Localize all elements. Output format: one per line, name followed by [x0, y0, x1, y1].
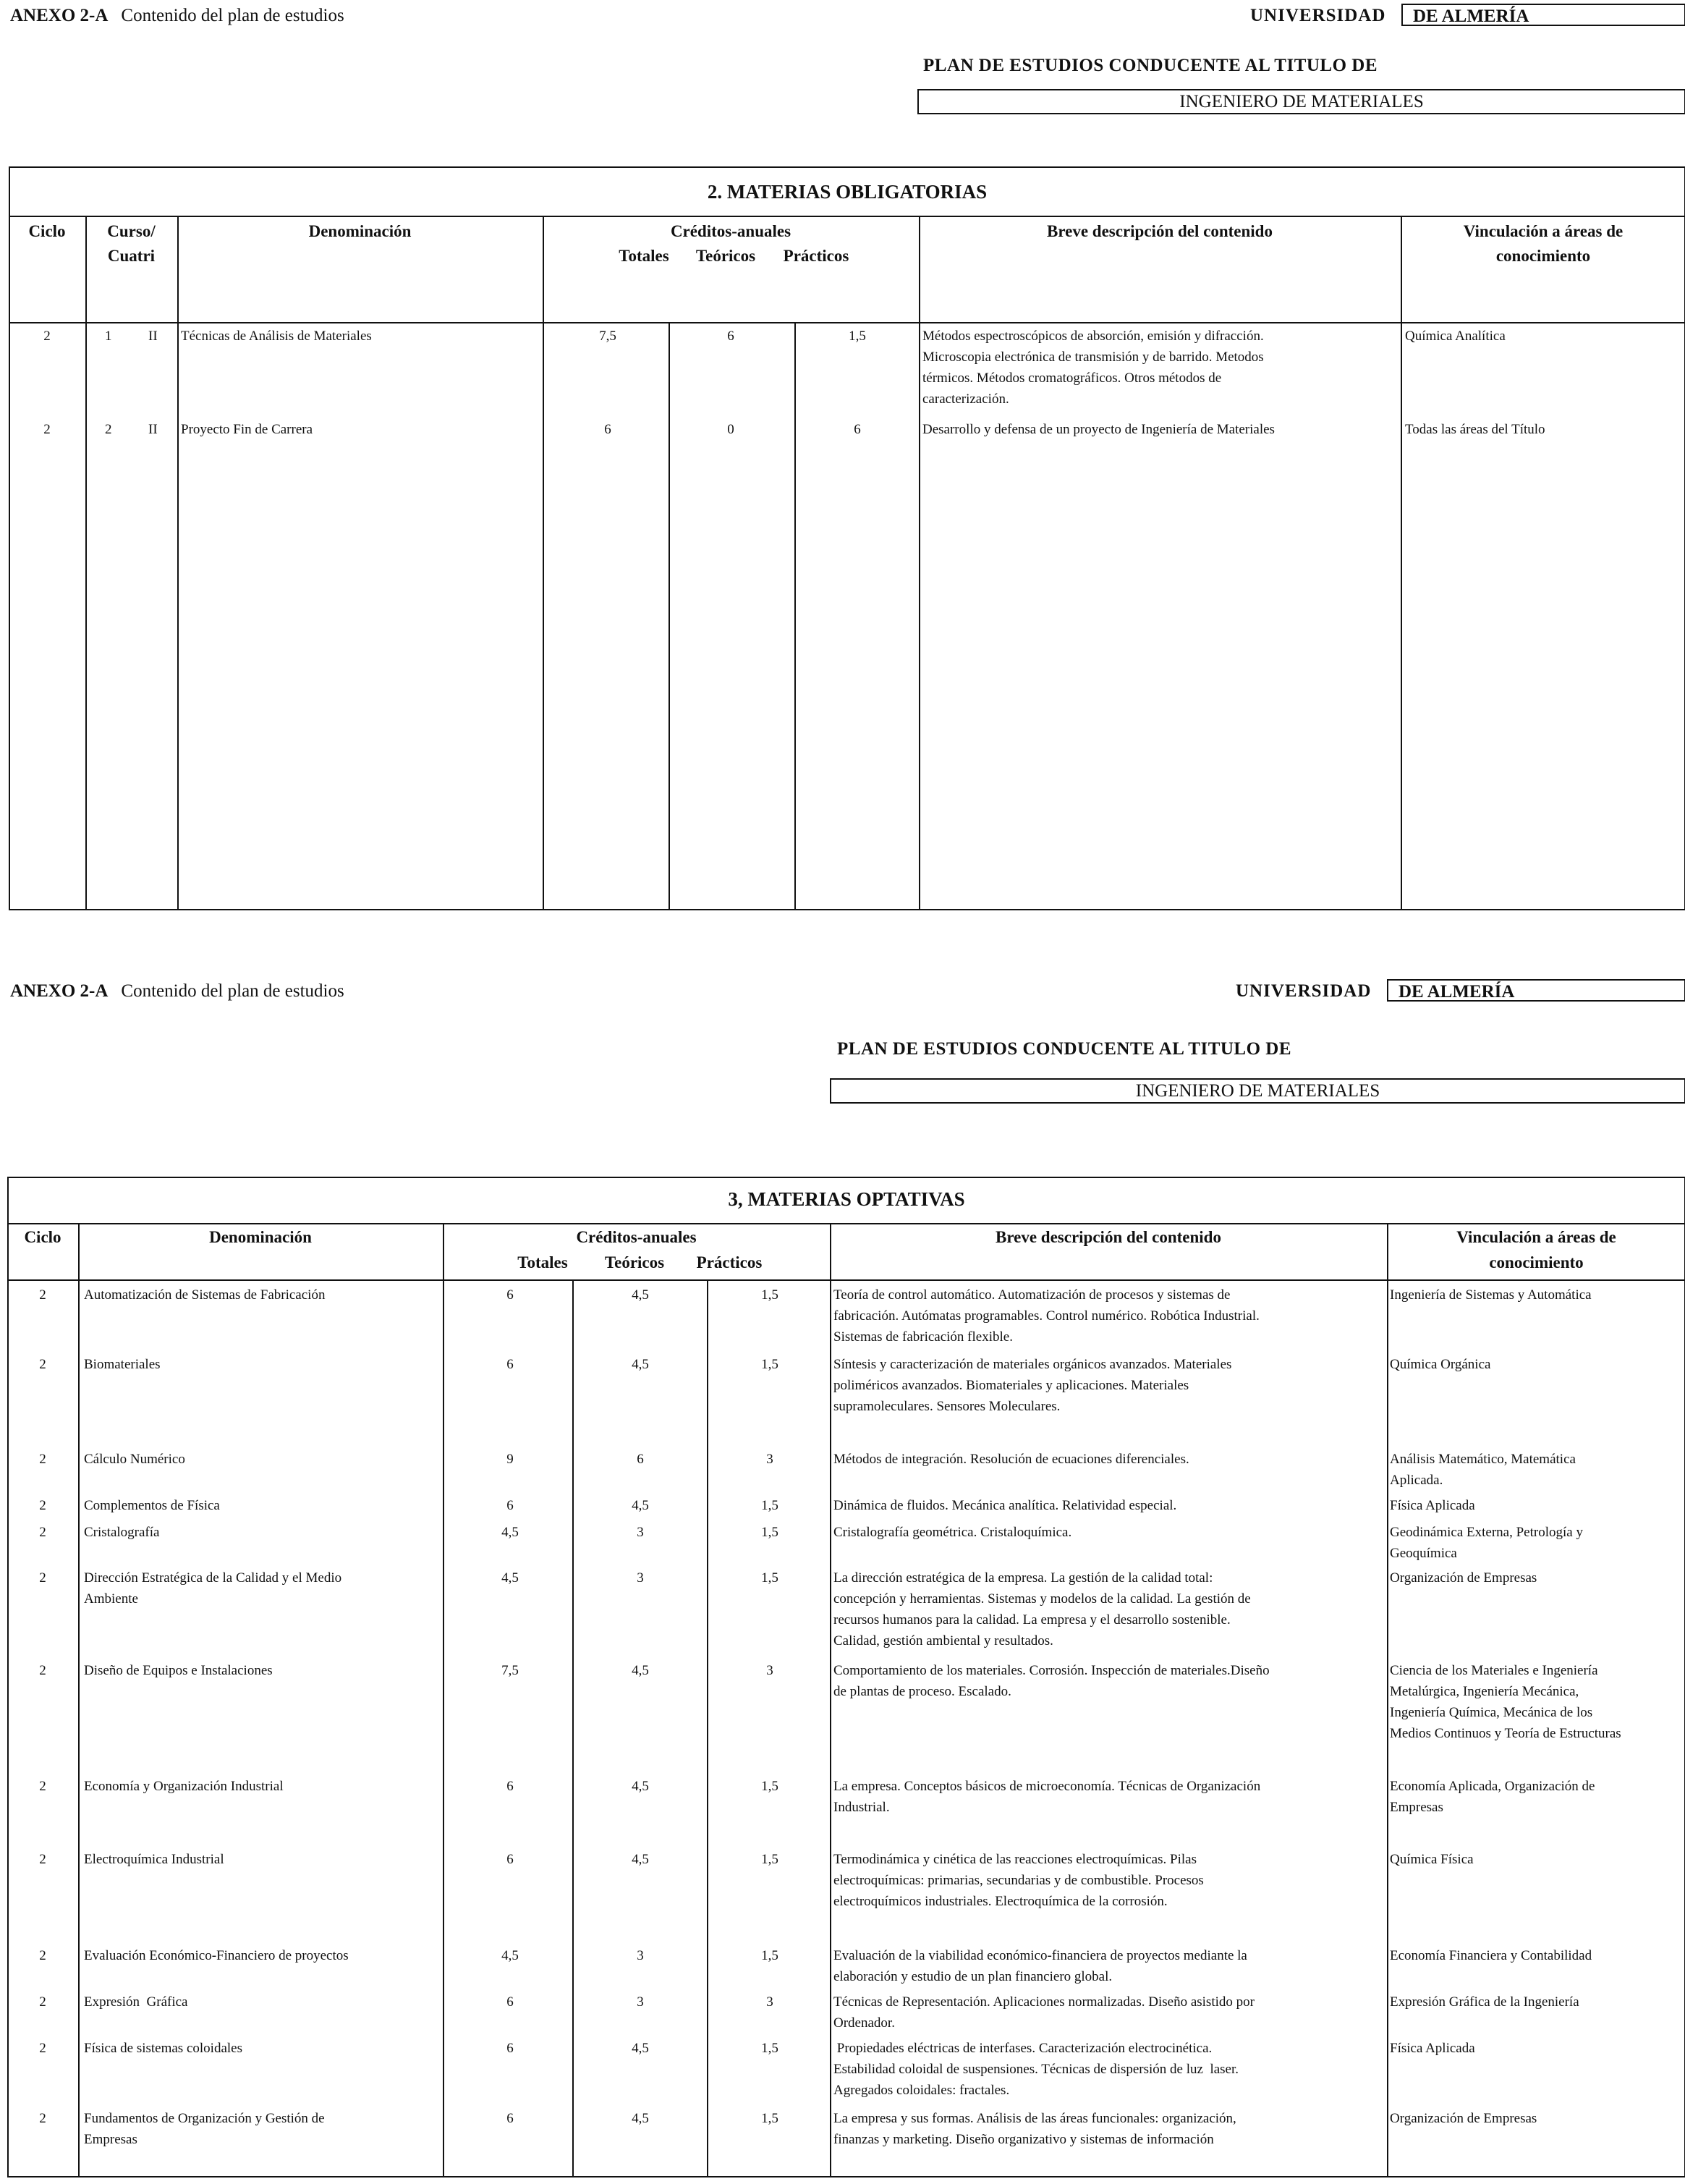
cell-teoricos: 4,5: [632, 1852, 649, 1867]
col-line: [1387, 1223, 1388, 2177]
cell-totales: 6: [506, 1498, 514, 1513]
cell-line: Fundamentos de Organización y Gestión de: [84, 2111, 325, 2126]
header-vinculacion: Vinculación a áreas de: [1456, 1228, 1616, 1246]
cell-descripcion: [833, 1284, 1260, 1347]
cell-ciclo: 2: [39, 1994, 46, 2010]
desc-line: térmicos. Métodos cromatográficos. Otros métodos de: [922, 371, 1222, 386]
cell-teoricos: 6: [727, 329, 734, 344]
cell-line: supramoleculares. Sensores Moleculares.: [833, 1399, 1061, 1414]
cell-line: Calidad, gestión ambiental y resultados.: [833, 1633, 1053, 1648]
cell-line: Empresas: [84, 2132, 137, 2147]
header-ciclo: Ciclo: [28, 222, 66, 240]
cell-teoricos: 3: [637, 1525, 644, 1540]
cell-totales: 6: [506, 1779, 514, 1794]
col-line: [707, 1279, 708, 2177]
cell-descripcion: [833, 2038, 1239, 2101]
cell-line: Dirección Estratégica de la Calidad y el Medio: [84, 1570, 342, 1586]
cell-descripcion: [833, 1945, 1247, 1987]
cell-teoricos: 4,5: [632, 1663, 649, 1678]
cell-line: Termodinámica y cinética de las reacciones electroquímicas. Pilas: [833, 1852, 1197, 1867]
header-practicos: Prácticos: [696, 1253, 763, 1271]
cell-line: poliméricos avanzados. Biomateriales y aplicaciones. Materiales: [833, 1378, 1189, 1393]
anexo-title: Contenido del plan de estudios: [121, 6, 344, 25]
cell-vinculacion: [1390, 1945, 1592, 1966]
cell-line: Teoría de control automático. Automatización de procesos y sistemas de: [833, 1287, 1231, 1303]
cell-teoricos: 4,5: [632, 2041, 649, 2056]
cell-line: La dirección estratégica de la empresa. La gestión de la calidad total:: [833, 1570, 1213, 1586]
header-descripcion: Breve descripción del contenido: [996, 1228, 1221, 1246]
cell-line: Ciencia de los Materiales e Ingeniería: [1390, 1663, 1598, 1678]
cell-denominacion: [84, 1522, 438, 1543]
cell-practicos: 3: [766, 1452, 773, 1467]
cell-vinculacion: [1390, 1776, 1595, 1818]
cell-vinculacion: [1390, 1449, 1576, 1491]
cell-line: recursos humanos para la calidad. La empresa y el desarrollo sostenible.: [833, 1612, 1231, 1628]
header-denominacion: Denominación: [209, 1228, 312, 1246]
cell-descripcion: [833, 1992, 1255, 2033]
cell-line: Economía y Organización Industrial: [84, 1779, 284, 1794]
cell-line: Cristalografía geométrica. Cristaloquímica.: [833, 1525, 1072, 1540]
cell-line: fabricación. Autómatas programables. Control numérico. Robótica Industrial.: [833, 1308, 1260, 1324]
header-divider: [9, 216, 1685, 217]
cell-practicos: 1,5: [761, 1948, 778, 1963]
cell-line: La empresa. Conceptos básicos de microeconomía. Técnicas de Organización: [833, 1779, 1261, 1794]
cell-ciclo: 2: [39, 1948, 46, 1963]
cell-ciclo: 2: [39, 1357, 46, 1372]
cell-denominacion: [84, 1992, 438, 2012]
cell-line: Evaluación Económico-Financiero de proyectos: [84, 1948, 349, 1963]
cell-line: Estabilidad coloidal de suspensiones. Técnicas de dispersión de luz laser.: [833, 2062, 1239, 2077]
cell-ciclo: 2: [39, 1663, 46, 1678]
header-vinculacion: Vinculación a áreas de: [1463, 222, 1624, 240]
cell-line: Cálculo Numérico: [84, 1452, 185, 1467]
header-vinculacion-2: conocimiento: [1489, 1253, 1584, 1271]
section-title: 3, MATERIAS OPTATIVAS: [728, 1188, 965, 1210]
cell-line: elaboración y estudio de un plan financiero global.: [833, 1969, 1113, 1984]
header-denominacion: Denominación: [308, 222, 412, 240]
header-practicos: Prácticos: [783, 247, 849, 265]
cell-practicos: 1,5: [761, 1357, 778, 1372]
cell-denominacion: [84, 2108, 438, 2150]
cell-line: Automatización de Sistemas de Fabricación: [84, 1287, 326, 1303]
cell-line: Química Física: [1390, 1852, 1474, 1867]
col-line: [1401, 216, 1402, 910]
anexo-header-1: [10, 6, 344, 26]
header-teoricos: Teóricos: [695, 247, 756, 265]
cell-totales: 7,5: [501, 1663, 519, 1678]
cell-denominacion: [84, 1660, 438, 1681]
cell-cuatri: II: [148, 329, 158, 344]
cell-descripcion: [833, 1449, 1189, 1470]
cell-denominacion: [84, 1567, 438, 1609]
cell-line: Biomateriales: [84, 1357, 161, 1372]
cell-line: Sistemas de fabricación flexible.: [833, 1329, 1013, 1345]
cell-ciclo: 2: [39, 1287, 46, 1303]
cell-vinculacion: [1390, 2108, 1537, 2129]
cell-teoricos: 6: [637, 1452, 644, 1467]
titulo-box: INGENIERO DE MATERIALES: [830, 1078, 1685, 1104]
header-totales: Totales: [517, 1253, 568, 1271]
cell-practicos: 3: [766, 1663, 773, 1678]
header-creditos: Créditos-anuales: [576, 1228, 697, 1246]
cell-denominacion: [84, 1284, 438, 1305]
col-line: [572, 1279, 574, 2177]
cell-line: Propiedades eléctricas de interfases. Caracterización electrocinética.: [833, 2041, 1213, 2056]
cell-vinculacion: [1390, 1284, 1592, 1305]
header-cuatri: Cuatri: [107, 247, 156, 265]
cell-practicos: 1,5: [761, 2111, 778, 2126]
col-line: [443, 1223, 444, 2177]
header-bottom: [7, 1279, 1685, 1281]
universidad-label: UNIVERSIDAD: [1236, 981, 1372, 1001]
cell-line: Técnicas de Representación. Aplicaciones normalizadas. Diseño asistido por: [833, 1994, 1255, 2010]
cell-ciclo: 2: [43, 329, 51, 344]
cell-line: Metalúrgica, Ingeniería Mecánica,: [1390, 1684, 1579, 1699]
cell-line: Ambiente: [84, 1591, 138, 1607]
cell-cuatri: II: [148, 422, 158, 437]
cell-ciclo: 2: [39, 1570, 46, 1586]
cell-descripcion: [922, 326, 1264, 410]
cell-ciclo: 2: [43, 422, 51, 437]
cell-practicos: 1,5: [849, 329, 866, 344]
cell-line: Química Orgánica: [1390, 1357, 1491, 1372]
desc-line: Microscopia electrónica de transmisión y de barrido. Metodos: [922, 350, 1264, 365]
cell-denominacion: [84, 1776, 438, 1797]
cell-ciclo: 2: [39, 2041, 46, 2056]
cell-denominacion: [84, 1945, 438, 1966]
cell-line: Empresas: [1390, 1800, 1443, 1815]
table-frame: [9, 166, 1685, 910]
cell-line: Expresión Gráfica: [84, 1994, 188, 2010]
cell-vinculacion: [1390, 1495, 1475, 1516]
cell-totales: 7,5: [599, 329, 616, 344]
cell-vinculacion: [1390, 1992, 1579, 2012]
cell-line: Evaluación de la viabilidad económico-financiera de proyectos mediante la: [833, 1948, 1247, 1963]
cell-practicos: 1,5: [761, 1570, 778, 1586]
cell-practicos: 3: [766, 1994, 773, 2010]
cell-vinculacion: [1390, 1567, 1537, 1588]
cell-line: Análisis Matemático, Matemática: [1390, 1452, 1576, 1467]
cell-denominacion: [84, 1495, 438, 1516]
cell-vinculacion: [1390, 1354, 1490, 1375]
cell-vinculacion: Química Analítica: [1405, 329, 1506, 344]
col-line: [669, 322, 670, 910]
cell-line: Geodinámica Externa, Petrología y: [1390, 1525, 1583, 1540]
header-ciclo: Ciclo: [24, 1228, 61, 1246]
cell-ciclo: 2: [39, 1852, 46, 1867]
cell-denominacion: [84, 1849, 438, 1870]
titulo-box: INGENIERO DE MATERIALES: [917, 89, 1685, 114]
anexo-code: ANEXO 2-A: [10, 981, 109, 1001]
cell-teoricos: 0: [727, 422, 734, 437]
cell-teoricos: 3: [637, 1570, 644, 1586]
cell-teoricos: 4,5: [632, 1779, 649, 1794]
col-line: [830, 1223, 831, 2177]
cell-descripcion: [833, 1495, 1176, 1516]
cell-line: Ordenador.: [833, 2015, 895, 2031]
cell-descripcion: Desarrollo y defensa de un proyecto de Ingeniería de Materiales: [922, 422, 1275, 437]
cell-teoricos: 4,5: [632, 1498, 649, 1513]
cell-denominacion: Técnicas de Análisis de Materiales: [181, 329, 372, 344]
cell-line: Agregados coloidales: fractales.: [833, 2083, 1010, 2098]
cell-line: Organización de Empresas: [1390, 2111, 1537, 2126]
cell-line: de plantas de proceso. Escalado.: [833, 1684, 1011, 1699]
cell-practicos: 1,5: [761, 1779, 778, 1794]
col-line: [177, 216, 179, 910]
universidad-label: UNIVERSIDAD: [1250, 6, 1386, 25]
cell-totales: 6: [506, 1994, 514, 2010]
cell-descripcion: [833, 1660, 1270, 1702]
header-bottom: [9, 322, 1685, 323]
cell-line: Física de sistemas coloidales: [84, 2041, 242, 2056]
cell-line: Organización de Empresas: [1390, 1570, 1537, 1586]
anexo-code: ANEXO 2-A: [10, 6, 109, 25]
cell-practicos: 1,5: [761, 1525, 778, 1540]
cell-line: Física Aplicada: [1390, 2041, 1475, 2056]
cell-curso: 2: [105, 422, 112, 437]
cell-denominacion: [84, 1449, 438, 1470]
header-vinculacion-2: conocimiento: [1495, 247, 1591, 265]
cell-totales: 6: [604, 422, 611, 437]
cell-line: Comportamiento de los materiales. Corrosión. Inspección de materiales.Diseño: [833, 1663, 1270, 1678]
cell-line: La empresa y sus formas. Análisis de las áreas funcionales: organización,: [833, 2111, 1236, 2126]
cell-totales: 6: [506, 1287, 514, 1303]
cell-totales: 9: [506, 1452, 514, 1467]
universidad-value: DE ALMERÍA: [1401, 4, 1685, 26]
cell-practicos: 1,5: [761, 2041, 778, 2056]
header-divider: [7, 1223, 1685, 1224]
cell-line: Cristalografía: [84, 1525, 160, 1540]
cell-practicos: 6: [854, 422, 861, 437]
cell-line: Métodos de integración. Resolución de ecuaciones diferenciales.: [833, 1452, 1189, 1467]
cell-curso: 1: [105, 329, 112, 344]
cell-descripcion: [833, 1776, 1260, 1818]
plan-heading: PLAN DE ESTUDIOS CONDUCENTE AL TITULO DE: [923, 56, 1378, 75]
cell-totales: 4,5: [501, 1948, 519, 1963]
anexo-header-2: [10, 981, 344, 1002]
cell-vinculacion: [1390, 1849, 1474, 1870]
cell-descripcion: [833, 1354, 1231, 1417]
cell-line: Síntesis y caracterización de materiales orgánicos avanzados. Materiales: [833, 1357, 1232, 1372]
cell-denominacion: Proyecto Fin de Carrera: [181, 422, 313, 437]
header-creditos: Créditos-anuales: [670, 222, 791, 240]
desc-line: caracterización.: [922, 391, 1009, 407]
cell-ciclo: 2: [39, 1525, 46, 1540]
cell-denominacion: [84, 1354, 438, 1375]
cell-line: Física Aplicada: [1390, 1498, 1475, 1513]
cell-ciclo: 2: [39, 1498, 46, 1513]
cell-totales: 6: [506, 2041, 514, 2056]
col-line: [78, 1223, 80, 2177]
cell-descripcion: [833, 1522, 1071, 1543]
cell-line: Industrial.: [833, 1800, 890, 1815]
universidad-value: DE ALMERÍA: [1387, 979, 1685, 1002]
cell-line: Aplicada.: [1390, 1473, 1443, 1488]
cell-line: electroquímicas: primarias, secundarias y de combustible. Procesos: [833, 1873, 1204, 1888]
col-line: [919, 216, 920, 910]
cell-descripcion: [833, 1567, 1251, 1651]
cell-vinculacion: [1390, 2038, 1475, 2059]
cell-line: Medios Continuos y Teoría de Estructuras: [1390, 1726, 1621, 1741]
cell-line: finanzas y marketing. Diseño organizativo y sistemas de información: [833, 2132, 1214, 2147]
section-title: 2. MATERIAS OBLIGATORIAS: [707, 181, 988, 203]
cell-totales: 6: [506, 1852, 514, 1867]
cell-line: Complementos de Física: [84, 1498, 220, 1513]
cell-line: Ingeniería Química, Mecánica de los: [1390, 1705, 1593, 1720]
cell-line: Diseño de Equipos e Instalaciones: [84, 1663, 273, 1678]
cell-totales: 6: [506, 2111, 514, 2126]
cell-ciclo: 2: [39, 2111, 46, 2126]
cell-practicos: 1,5: [761, 1852, 778, 1867]
plan-heading: PLAN DE ESTUDIOS CONDUCENTE AL TITULO DE: [837, 1039, 1292, 1059]
cell-teoricos: 3: [637, 1948, 644, 1963]
desc-line: Métodos espectroscópicos de absorción, emisión y difracción.: [922, 329, 1264, 344]
cell-teoricos: 3: [637, 1994, 644, 2010]
cell-teoricos: 4,5: [632, 1357, 649, 1372]
header-totales: Totales: [619, 247, 669, 265]
col-line: [794, 322, 796, 910]
cell-vinculacion: Todas las áreas del Título: [1405, 422, 1545, 437]
cell-vinculacion: [1390, 1522, 1583, 1564]
cell-line: Economía Financiera y Contabilidad: [1390, 1948, 1592, 1963]
cell-descripcion: [833, 1849, 1204, 1912]
cell-line: Ingeniería de Sistemas y Automática: [1390, 1287, 1592, 1303]
cell-totales: 6: [506, 1357, 514, 1372]
col-line: [543, 216, 544, 910]
cell-line: electroquímicos industriales. Electroquímica de la corrosión.: [833, 1894, 1168, 1909]
cell-ciclo: 2: [39, 1779, 46, 1794]
cell-descripcion: [833, 2108, 1236, 2150]
cell-vinculacion: [1390, 1660, 1621, 1744]
cell-line: Geoquímica: [1390, 1546, 1457, 1561]
cell-totales: 4,5: [501, 1525, 519, 1540]
cell-denominacion: [84, 2038, 438, 2059]
cell-line: concepción y herramientas. Sistemas y modelos de la calidad. La gestión de: [833, 1591, 1251, 1607]
header-curso: Curso/: [107, 222, 156, 240]
cell-totales: 4,5: [501, 1570, 519, 1586]
header-descripcion: Breve descripción del contenido: [1047, 222, 1273, 240]
cell-ciclo: 2: [39, 1452, 46, 1467]
header-teoricos: Teóricos: [604, 1253, 665, 1271]
cell-line: Electroquímica Industrial: [84, 1852, 224, 1867]
cell-teoricos: 4,5: [632, 1287, 649, 1303]
cell-practicos: 1,5: [761, 1498, 778, 1513]
anexo-title: Contenido del plan de estudios: [121, 981, 344, 1001]
col-line: [85, 216, 87, 910]
cell-practicos: 1,5: [761, 1287, 778, 1303]
cell-line: Economía Aplicada, Organización de: [1390, 1779, 1595, 1794]
cell-line: Dinámica de fluidos. Mecánica analítica. Relatividad especial.: [833, 1498, 1177, 1513]
cell-teoricos: 4,5: [632, 2111, 649, 2126]
cell-line: Expresión Gráfica de la Ingeniería: [1390, 1994, 1579, 2010]
